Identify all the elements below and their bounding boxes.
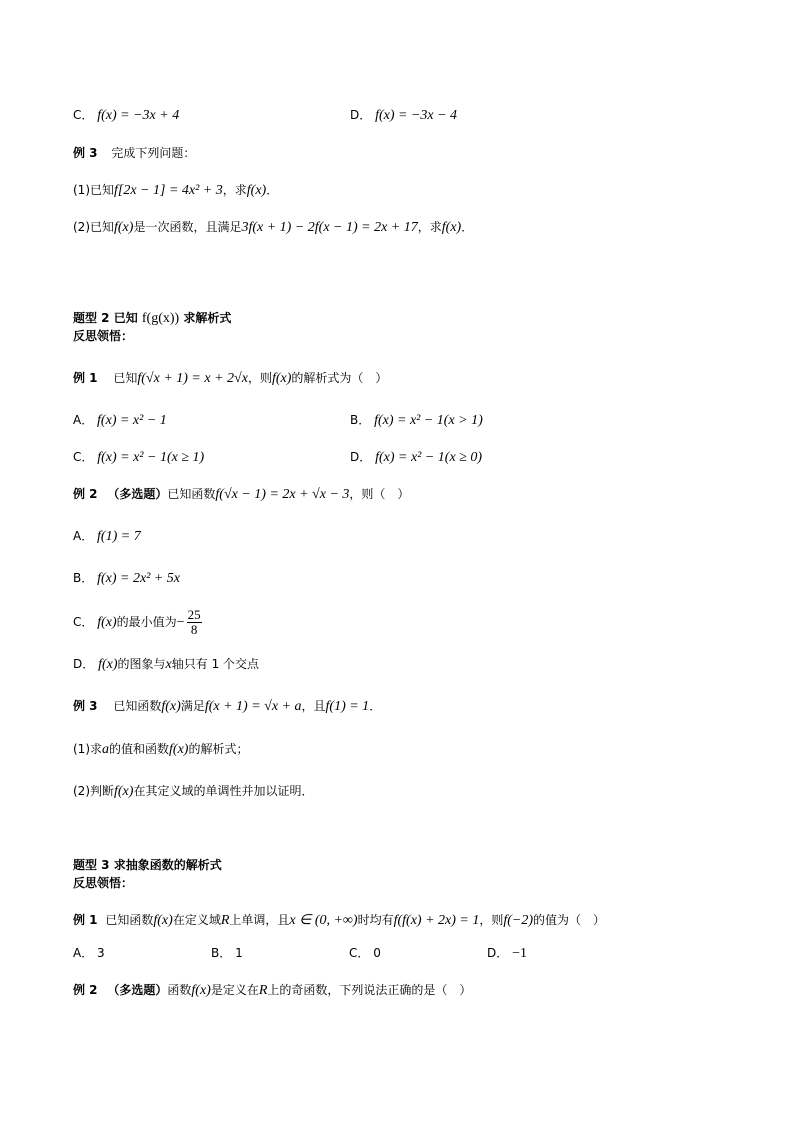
section-3-title: 题型 3 求抽象函数的解析式	[73, 858, 222, 872]
s2-ex1-option-d	[350, 448, 482, 467]
section-2-reflection: 反思领悟：	[73, 329, 134, 343]
question-text: ．	[369, 699, 382, 713]
example-3-header	[73, 144, 195, 162]
formula: f(√x − 1) = 2x + √x − 3	[215, 487, 350, 502]
formula: f[2x − 1] = 4x² + 3	[114, 183, 223, 198]
fraction	[187, 608, 202, 637]
question-text: 的值为（ ）	[533, 913, 606, 927]
minus-sign: −	[176, 615, 185, 630]
example-label: 例 3	[73, 146, 98, 160]
formula: f(−2)	[503, 913, 534, 928]
s2-ex2-option-b	[73, 569, 180, 588]
question-text: ，且	[301, 699, 326, 713]
option-label: C．	[349, 946, 370, 960]
option-value: 0	[373, 946, 381, 960]
question-text: ，则（ ）	[349, 487, 410, 501]
section-3-reflection: 反思领悟：	[73, 876, 134, 890]
section-2-example-1	[73, 369, 387, 388]
option-label: D．	[73, 657, 95, 671]
s2-ex3-question-2	[73, 782, 313, 801]
option-value: −1	[512, 946, 527, 961]
question-text: 已知函数	[113, 699, 162, 713]
option-label: B．	[350, 413, 371, 427]
option-formula: f(x) = x² − 1(x > 1)	[374, 413, 483, 428]
option-text: 的图象与	[117, 657, 166, 671]
s2-ex2-option-d	[73, 655, 259, 674]
formula: f(√x + 1) = x + 2√x	[137, 371, 248, 386]
formula: f(x + 1) = √x + a	[204, 699, 302, 714]
formula: f(f(x) + 2x) = 1	[393, 913, 480, 928]
option-text: 轴只有 1 个交点	[171, 657, 260, 671]
formula: f(g(x))	[141, 311, 180, 326]
option-formula: f(x) = x² − 1(x ≥ 1)	[97, 450, 205, 465]
question-text: 函数	[167, 983, 192, 997]
formula: x	[165, 657, 172, 672]
example-label: 例 2	[73, 487, 98, 501]
option-d	[350, 106, 457, 125]
s2-ex3-question-1	[73, 740, 248, 759]
question-text: 满足	[180, 699, 205, 713]
question-text: (2)判断	[73, 784, 114, 798]
question-text: ，求	[222, 183, 247, 197]
s2-ex1-option-a	[73, 411, 167, 430]
question-text: (1)求	[73, 742, 102, 756]
question-text: 的值和函数	[109, 742, 170, 756]
option-label: B．	[211, 946, 232, 960]
s3-ex1-option-c	[349, 944, 381, 962]
s2-ex1-option-b	[350, 411, 483, 430]
formula: f(x)	[114, 220, 134, 235]
example-3-question-2	[73, 218, 473, 237]
formula: f(1) = 1	[325, 699, 370, 714]
example-label: 例 3	[73, 699, 98, 713]
question-text: ，则	[479, 913, 504, 927]
option-value: 3	[97, 946, 105, 960]
section-3-example-2	[73, 981, 471, 1000]
option-c	[73, 106, 179, 125]
formula: R	[258, 983, 268, 998]
formula: f(x)	[441, 220, 462, 235]
s2-ex1-option-c	[73, 448, 204, 467]
fraction-numerator: 25	[187, 607, 201, 622]
question-text: ，求	[417, 220, 442, 234]
option-label: A．	[73, 413, 94, 427]
question-text: ．	[461, 220, 474, 234]
question-text: 在其定义域的单调性并加以证明．	[133, 784, 314, 798]
question-text: 在定义域	[172, 913, 221, 927]
section-2-example-3	[73, 697, 381, 716]
example-text: 完成下列问题：	[111, 146, 196, 160]
option-label: C．	[73, 450, 94, 464]
formula: f(x)	[271, 371, 292, 386]
question-text: 上单调，且	[229, 913, 290, 927]
multi-choice-tag: （多选题）	[107, 487, 168, 501]
section-2-title	[73, 309, 231, 328]
formula: 3f(x + 1) − 2f(x − 1) = 2x + 17	[241, 220, 418, 235]
question-text: 已知函数	[105, 913, 154, 927]
formula: f(x)	[153, 913, 173, 928]
s2-ex2-option-a	[73, 527, 141, 546]
question-text: 已知函数	[167, 487, 216, 501]
option-formula: f(x) = x² − 1(x ≥ 0)	[375, 450, 483, 465]
s3-ex1-option-b	[211, 944, 243, 962]
question-text: 的解析式；	[188, 742, 249, 756]
question-text: 已知	[113, 371, 138, 385]
formula: f(x)	[246, 183, 267, 198]
section-title-text: 求解析式	[179, 311, 232, 325]
formula: x ∈ (0, +∞)	[289, 913, 358, 928]
formula: a	[102, 742, 109, 757]
section-2-example-2	[73, 485, 409, 504]
section-title-text: 题型 2 已知	[73, 311, 142, 325]
example-label: 例 1	[73, 371, 98, 385]
question-text: 是一次函数，且满足	[133, 220, 242, 234]
fraction-denominator: 8	[190, 622, 198, 637]
option-value: 1	[235, 946, 243, 960]
question-text: (2)已知	[73, 220, 114, 234]
option-formula: f(x) = x² − 1	[97, 413, 167, 428]
formula: R	[220, 913, 230, 928]
formula: f(x)	[169, 742, 189, 757]
option-label: B．	[73, 571, 94, 585]
option-formula: f(1) = 7	[97, 529, 141, 544]
question-text: 时均有	[357, 913, 394, 927]
example-label: 例 2	[73, 983, 98, 997]
option-formula: f(x) = −3x + 4	[97, 108, 180, 123]
s2-ex2-option-c	[73, 605, 204, 640]
option-label: C．	[73, 615, 94, 629]
formula: f(x)	[161, 699, 181, 714]
section-3-example-1	[73, 911, 605, 930]
example-label: 例 1	[73, 913, 98, 927]
question-text: ，则	[247, 371, 272, 385]
option-label: D．	[487, 946, 509, 960]
multi-choice-tag: （多选题）	[107, 983, 168, 997]
option-label: A．	[73, 529, 94, 543]
option-formula: f(x)	[97, 615, 117, 630]
question-text: 的解析式为（ ）	[291, 371, 388, 385]
s3-ex1-option-a	[73, 944, 105, 962]
question-text: (1)已知	[73, 183, 114, 197]
option-label: D．	[350, 108, 372, 122]
s3-ex1-option-d	[487, 944, 527, 963]
example-3-question-1	[73, 181, 278, 200]
option-label: D．	[350, 450, 372, 464]
option-formula: f(x) = 2x² + 5x	[97, 571, 181, 586]
formula: f(x)	[114, 784, 134, 799]
question-text: ．	[266, 183, 279, 197]
option-formula: f(x)	[98, 657, 118, 672]
question-text: 上的奇函数，下列说法正确的是（ ）	[267, 983, 472, 997]
option-label: A．	[73, 946, 94, 960]
question-text: 是定义在	[210, 983, 259, 997]
formula: f(x)	[191, 983, 211, 998]
option-text: 的最小值为	[116, 615, 177, 629]
option-formula: f(x) = −3x − 4	[375, 108, 458, 123]
option-label: C．	[73, 108, 94, 122]
